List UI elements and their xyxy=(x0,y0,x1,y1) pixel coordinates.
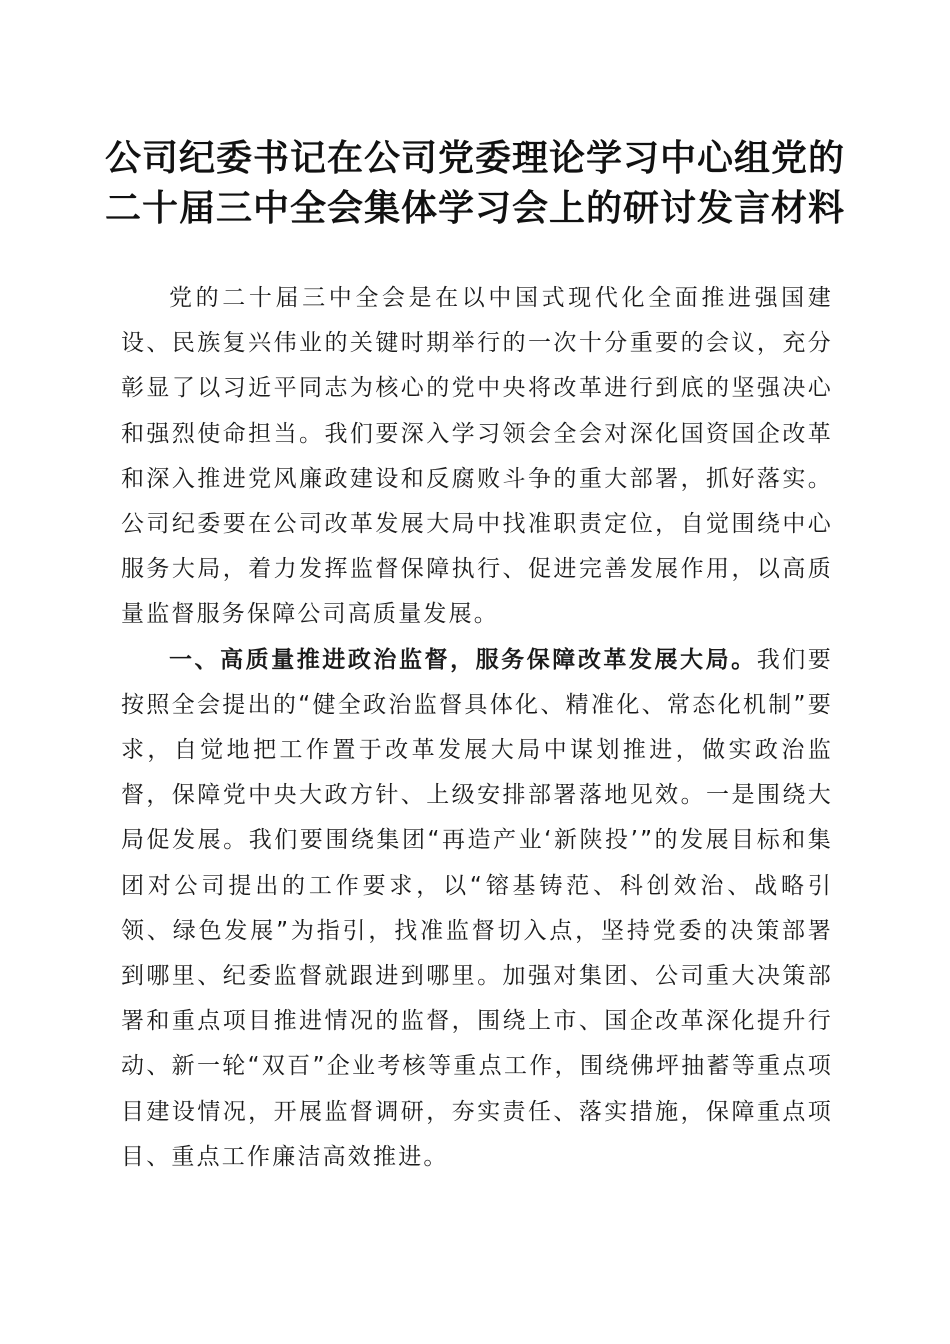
document-body xyxy=(121,276,833,1180)
paragraph-intro xyxy=(121,276,833,638)
title-line-1: 公司纪委书记在公司党委理论学习中心组党的 xyxy=(104,137,845,179)
paragraph-text: 党的二十届三中全会是在以中国式现代化全面推进强国建设、民族复兴伟业的关键时期举行的一次十分重要的会议，充分彰显了以习近平同志为核心的党中央将改革进行到底的坚强决心和强烈使命担当。我们要深入学习领会全会对深化国资国企改革和深入推进党风廉政建设和反腐败斗争的重大部署，抓好落实。公司纪委要在公司改革发展大局中找准职责定位，自觉围绕中心服务大局，着力发挥监督保障执行、促进完善发展作用，以高质量监督服务保障公司高质量发展。 xyxy=(121,285,833,628)
section-heading: 一、高质量推进政治监督，服务保障改革发展大局。 xyxy=(169,646,757,673)
document-title xyxy=(90,133,860,233)
paragraph-section-1 xyxy=(121,638,833,1180)
title-line-2: 二十届三中全会集体学习会上的研讨发言材料 xyxy=(104,187,845,229)
paragraph-text: 我们要按照全会提出的“健全政治监督具体化、精准化、常态化机制”要求，自觉地把工作置于改革发展大局中谋划推进，做实政治监督，保障党中央大政方针、上级安排部署落地见效。一是围绕大局促发展。我们要围绕集团“再造产业‘新陕投’”的发展目标和集团对公司提出的工作要求，以“镕基铸范、科创效治、战略引领、绿色发展”为指引，找准监督切入点，坚持党委的决策部署到哪里、纪委监督就跟进到哪里。加强对集团、公司重大决策部署和重点项目推进情况的监督，围绕上市、国企改革深化提升行动、新一轮“双百”企业考核等重点工作，围绕佛坪抽蓄等重点项目建设情况，开展监督调研，夯实责任、落实措施，保障重点项目、重点工作廉洁高效推进。 xyxy=(121,646,833,1170)
